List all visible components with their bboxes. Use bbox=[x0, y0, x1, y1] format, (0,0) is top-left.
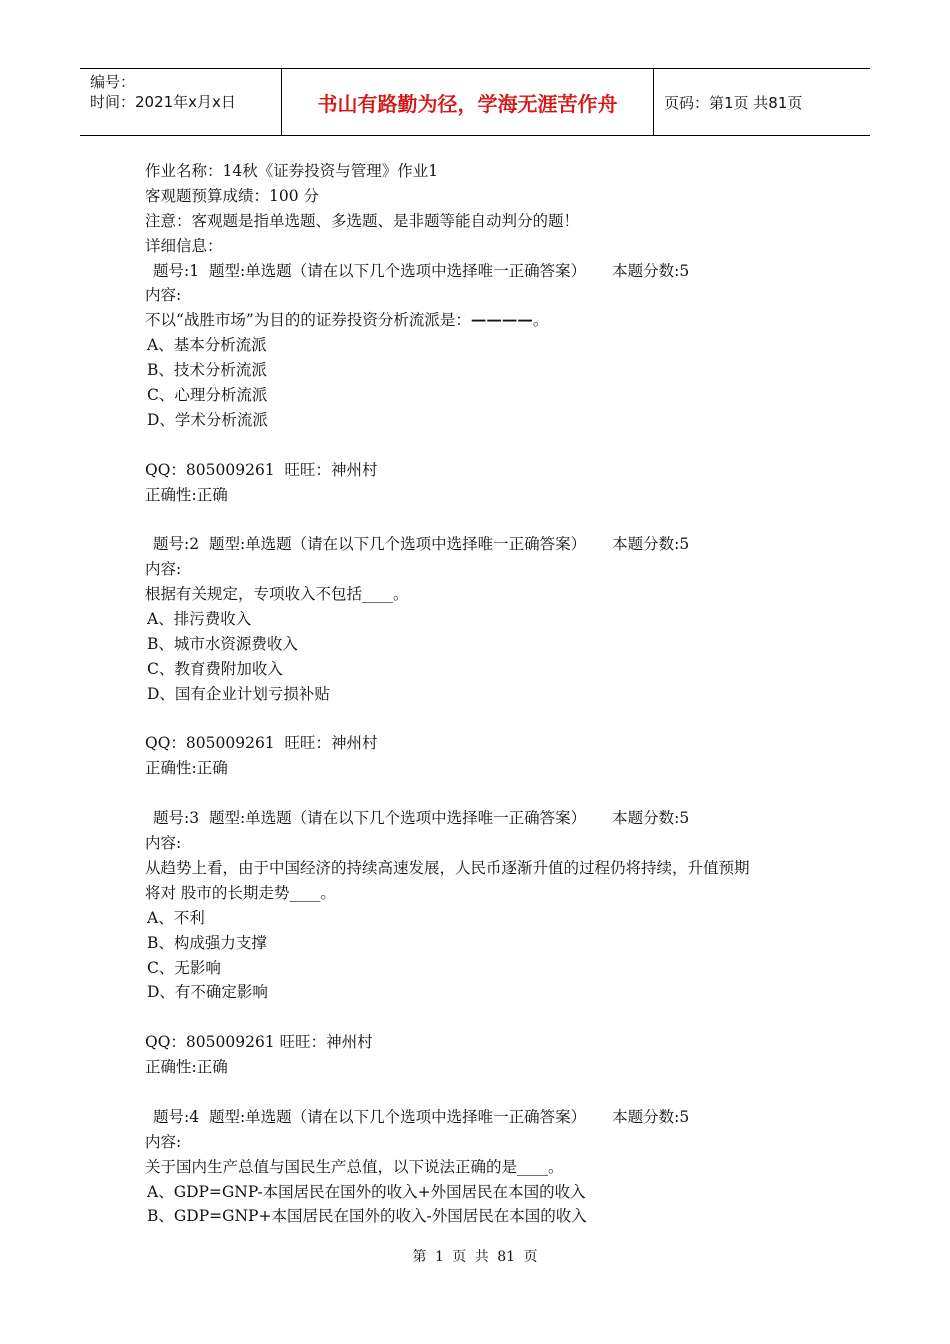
question-1-score: 本题分数:5 bbox=[612, 261, 690, 280]
question-3-option-a: A、不利 bbox=[147, 908, 205, 927]
header-page-label: 页码：第1页 共81页 bbox=[664, 93, 803, 112]
question-2-contact: QQ：805009261 旺旺：神州村 bbox=[145, 734, 378, 753]
question-3-header bbox=[145, 806, 825, 831]
header-meta bbox=[80, 69, 282, 135]
question-3-text-line-2: 将对 股市的长期走势____。 bbox=[145, 883, 336, 902]
question-3-score: 本题分数:5 bbox=[612, 809, 690, 828]
question-1-option-b: B、技术分析流派 bbox=[147, 361, 267, 380]
question-2-content-label: 内容: bbox=[145, 560, 182, 579]
question-1-text: 不以“战胜市场”为目的的证券投资分析流派是：————。 bbox=[145, 310, 549, 330]
spacer bbox=[145, 433, 825, 458]
question-4-option-b: B、GDP=GNP+本国居民在国外的收入-外国居民在本国的收入 bbox=[147, 1207, 587, 1226]
question-1-contact: QQ：805009261 旺旺：神州村 bbox=[145, 460, 378, 479]
question-3-option-d: D、有不确定影响 bbox=[147, 983, 268, 1002]
question-1-content-label: 内容: bbox=[145, 286, 182, 305]
question-3-contact: QQ：805009261 旺旺：神州村 bbox=[145, 1033, 373, 1052]
estimated-score: 客观题预算成绩：100 分 bbox=[145, 186, 320, 205]
question-3-text-line-1: 从趋势上看，由于中国经济的持续高速发展，人民币逐渐升值的过程仍将持续，升值预期 bbox=[145, 858, 750, 877]
question-3-correctness: 正确性:正确 bbox=[145, 1058, 228, 1077]
question-4-score: 本题分数:5 bbox=[612, 1107, 690, 1126]
page-footer: 第 1 页 共 81 页 bbox=[412, 1249, 538, 1265]
spacer bbox=[145, 781, 825, 806]
question-1-option-c: C、心理分析流派 bbox=[147, 386, 268, 405]
question-4-option-a: A、GDP=GNP-本国居民在国外的收入+外国居民在本国的收入 bbox=[147, 1182, 586, 1201]
question-2-option-d: D、国有企业计划亏损补贴 bbox=[147, 684, 330, 703]
question-1-header bbox=[145, 259, 825, 284]
spacer bbox=[145, 507, 825, 532]
question-1-blank: ———— bbox=[470, 310, 533, 330]
question-4-header bbox=[145, 1105, 825, 1130]
header-motto: 书山有路勤为径，学海无涯苦作舟 bbox=[282, 69, 654, 135]
question-1-type: 题号:1 题型:单选题（请在以下几个选项中选择唯一正确答案） bbox=[153, 261, 587, 280]
question-4-text: 关于国内生产总值与国民生产总值，以下说法正确的是____。 bbox=[145, 1157, 564, 1176]
notice: 注意：客观题是指单选题、多选题、是非题等能自动判分的题！ bbox=[145, 211, 580, 230]
assignment-name: 作业名称：14秋《证券投资与管理》作业1 bbox=[145, 162, 439, 180]
spacer bbox=[145, 1080, 825, 1105]
question-2-type: 题号:2 题型:单选题（请在以下几个选项中选择唯一正确答案） bbox=[153, 535, 587, 554]
question-2-header bbox=[145, 532, 825, 557]
question-1-correctness: 正确性:正确 bbox=[145, 485, 228, 504]
document-body bbox=[145, 159, 825, 1229]
question-4-content-label: 内容: bbox=[145, 1132, 182, 1151]
page-header bbox=[80, 68, 870, 136]
question-4-type: 题号:4 题型:单选题（请在以下几个选项中选择唯一正确答案） bbox=[153, 1107, 587, 1126]
details-label: 详细信息： bbox=[145, 236, 223, 255]
question-3-content-label: 内容: bbox=[145, 834, 182, 853]
question-2-score: 本题分数:5 bbox=[612, 535, 690, 554]
question-2-option-a: A、排污费收入 bbox=[147, 610, 252, 629]
question-2-text: 根据有关规定，专项收入不包括____。 bbox=[145, 585, 409, 604]
time-label: 时间：2021年x月x日 bbox=[90, 93, 236, 111]
question-3-type: 题号:3 题型:单选题（请在以下几个选项中选择唯一正确答案） bbox=[153, 809, 587, 828]
question-2-option-c: C、教育费附加收入 bbox=[147, 659, 283, 678]
code-label: 编号： bbox=[90, 73, 136, 91]
question-2-option-b: B、城市水资源费收入 bbox=[147, 634, 298, 653]
question-1-option-a: A、基本分析流派 bbox=[147, 336, 267, 355]
spacer bbox=[145, 1005, 825, 1030]
question-3-option-c: C、无影响 bbox=[147, 958, 221, 977]
spacer bbox=[145, 707, 825, 732]
question-3-option-b: B、构成强力支撑 bbox=[147, 933, 267, 952]
question-1-option-d: D、学术分析流派 bbox=[147, 410, 268, 429]
question-2-correctness: 正确性:正确 bbox=[145, 759, 228, 778]
